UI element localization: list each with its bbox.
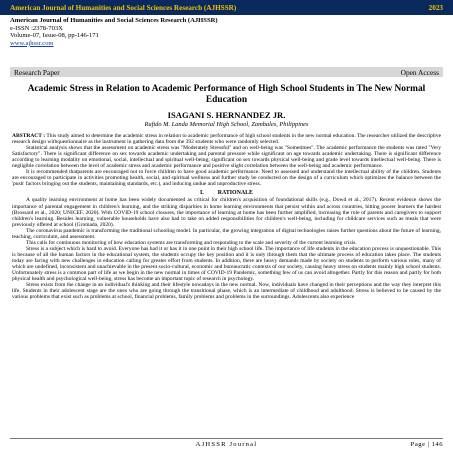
rationale-paragraph-2: The coronavirus pandemic is transforming the traditional schooling model. In particular, the growing integration of digital technologies raises further questions about the future of learning, teaching, curriculum, and assessment. xyxy=(12,227,441,240)
article-type-label: Research Paper xyxy=(14,67,60,77)
journal-volume: Volume-07, Issue-08, pp-146-171 xyxy=(10,32,99,40)
journal-full-name: American Journal of Humanities and Social Sciences Research (AJHSSR) xyxy=(10,17,218,24)
banner-year: 2023 xyxy=(428,3,443,12)
rationale-paragraph-4: Stress is a subject which is hard to avoid. Everyone has had it or has it in one point in their high school life. The importance of life students in the education process is unquestionable. This is because of all the human factors in the educational system, the students occupy the key position and it is only through them that the ultimate process of education takes place. The students today are facing with new challenges in education calling for greater effort from students. In addition, there are heavy demands made by society on students to perform various roles, many of which are undefined, inconsistent and unachievable in the present socio-cultural, economic and bureaucratic contexts of our society, causing heavy stress on students mainly high school students. Unfortunately stress is a common part of life as we begin in the new normal in times of COVID-19 Pandemic, something few of us can avoid altogether. Partly for this reason and partly for both physical health and psychological well-being, stress has become an important topic of research in psychology. xyxy=(12,245,441,283)
section-title: RATIONALE xyxy=(217,190,253,197)
abstract-paragraph-1 xyxy=(12,133,441,145)
article-type-bar xyxy=(10,67,443,77)
author-affiliation: Rufido M. Landa Memorial High School, Zambales, Philippines xyxy=(144,121,309,128)
open-access-label: Open Access xyxy=(400,67,439,77)
abstract-text-1: This study aimed to determine the academic stress in relation to academic performance of high school students in the new normal education. The researcher utilized the descriptive research design withquestionnaire as the instrument in gathering data from the 392 students who were randomly selected. xyxy=(12,133,442,146)
rationale-paragraph-1: A quality learning environment at home has been widely documented as critical for children's acquisition of foundational skills (e.g., Dowd et al., 2017). Recent evidence shows the importance of parental engagement in children's learning, and the striking disparities in home learning environments that persist within and across countries, hitting poorer learners the hardest (Brossard et al., 2020; UNICEF, 2020). With COVID-19 school closures, the importance of learning at home has been further amplified, increasing the role of parents and caregivers to support children's learning. Besides learning, vulnerable households have also had to take on added responsibilities for children's well-being, including for childcare services such as meals that were previously offered at school (Gromada, 2020). xyxy=(12,197,441,228)
abstract-paragraph-2: Statistical analysis shows that the assessment on academic stress was "Moderately Stressful" and on well-being was "Sometimes". The academic performance the students was rated "Very Satisfactory". There is significant difference on sex towards academic undertaking and parental pressure while significant on age towards academic undertaking. There is significant difference according to learning modality on emotional, social, intellectual and spiritual well-being; significant on sex towards physical well-being and grade level towards intellectual well-being. There is negligible correlation between the level of academic stress and academic performance and positive slight correlation between the well-being and academic performance. xyxy=(12,145,441,170)
journal-issn: e-ISSN :2378-703X xyxy=(10,24,63,32)
author-name: ISAGANI S. HERNANDEZ JR. xyxy=(167,110,286,120)
banner-journal-name: American Journal of Humanities and Social Sciences Research (AJHSSR) xyxy=(10,3,237,12)
section-heading xyxy=(12,190,441,196)
page-footer xyxy=(10,438,443,450)
footer-page-number: Page | 146 xyxy=(410,441,443,448)
rationale-paragraph-5: Stress exists from the change in an individual's thinking and their lifestyle nowadays in the new normal. Now, individuals have changed in their perceptions and the way they interpret this life. Students in their adolescent stage are the ones who are going through the transitional phase, which is an intermediate of childhood and adulthood. Stress is believed to be caused by the various problems that exist such as problems at school, financial problems, family problems and problems in the surroundings. Adolescents also experience xyxy=(12,282,441,301)
journal-meta xyxy=(10,17,218,47)
rationale-paragraph-3: This calls for continuous monitoring of how education systems are transforming and responding to the scale and severity of the current learning crisis. xyxy=(26,239,357,246)
journal-banner xyxy=(0,0,453,15)
paper-title: Academic Stress in Relation to Academic Performance of High School Students in The New Normal Education xyxy=(27,84,426,105)
abstract-paragraph-3: It is recommended thatparents are encouraged not to force children to have good academic performance. Need to assessed and understand the intellectual ability of the children. Students are encouraged to participate in activities promoting health, social, and spiritual wellness and further study be conducted on the design of a curriculum which optimizes the balance between the 'push' factors bringing out the students, maintaining standards, etc.), and inducing undue and unproductive stress. xyxy=(12,169,441,188)
footer-journal: AJHSSR Journal xyxy=(195,441,258,448)
abstract-label: ABSTRACT : xyxy=(12,133,46,139)
journal-url-link[interactable]: www.ajhssr.com xyxy=(10,39,54,47)
section-number: I. xyxy=(199,190,204,197)
paper-body xyxy=(12,133,441,300)
